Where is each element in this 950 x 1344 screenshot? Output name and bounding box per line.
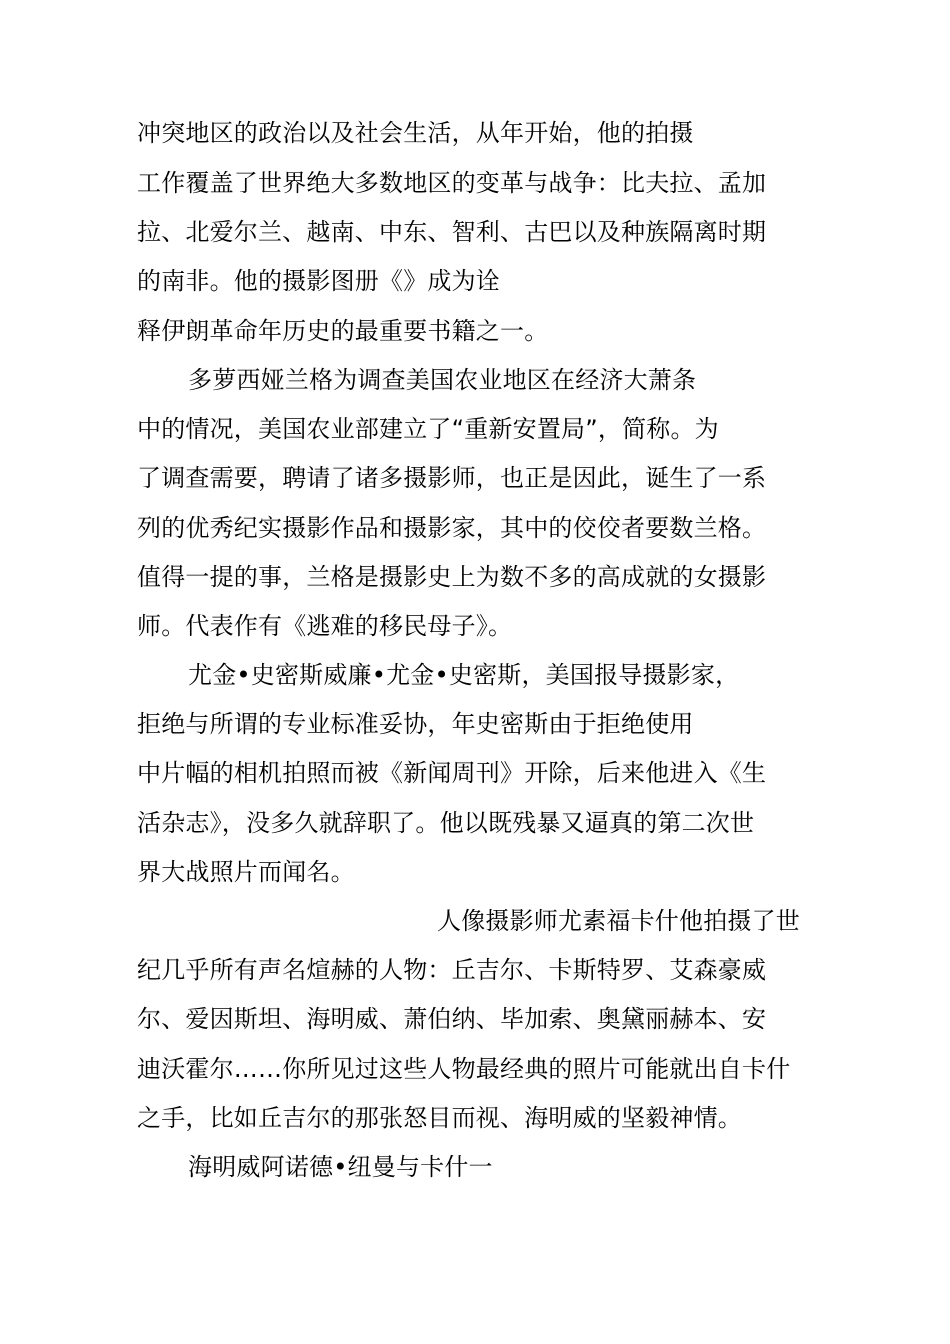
text-line: 中的情况，美国农业部建立了“重新安置局”，简称。为 — [137, 415, 719, 443]
text-line: 界大战照片而闻名。 — [137, 858, 355, 886]
text-line: 中片幅的相机拍照而被《新闻周刊》开除，后来他进入《生 — [137, 759, 767, 787]
text-line: 列的优秀纪实摄影作品和摄影家，其中的佼佼者要数兰格。 — [137, 514, 767, 542]
text-line: 师。代表作有《逃难的移民母子》。 — [137, 612, 513, 640]
paragraph-start-line: 多萝西娅兰格为调查美国农业地区在经济大萧条 — [188, 366, 697, 394]
text-line: 迪沃霍尔……你所见过这些人物最经典的照片可能就出自卡什 — [137, 1055, 791, 1083]
text-line: 拉、北爱尔兰、越南、中东、智利、古巴以及种族隔离时期 — [137, 218, 767, 246]
text-line: 冲突地区的政治以及社会生活，从年开始，他的拍摄 — [137, 119, 694, 147]
text-line: 的南非。他的摄影图册《》成为诠 — [137, 267, 500, 295]
text-line: 工作覆盖了世界绝大多数地区的变革与战争：比夫拉、孟加 — [137, 169, 767, 197]
text-line: 尔、爱因斯坦、海明威、萧伯纳、毕加索、奥黛丽赫本、安 — [137, 1005, 767, 1033]
text-line: 拒绝与所谓的专业标准妥协，年史密斯由于拒绝使用 — [137, 710, 694, 738]
text-line: 活杂志》，没多久就辞职了。他以既残暴又逼真的第二次世 — [137, 809, 755, 837]
text-line: 值得一提的事，兰格是摄影史上为数不多的高成就的女摄影 — [137, 563, 767, 591]
text-line: 纪几乎所有声名煊赫的人物：丘吉尔、卡斯特罗、艾森豪威 — [137, 956, 767, 984]
paragraph-start-line: 人像摄影师尤素福卡什他拍摄了世 — [437, 907, 800, 935]
paragraph-start-line: 海明威阿诺德•纽曼与卡什一 — [188, 1153, 493, 1181]
text-line: 之手，比如丘吉尔的那张怒目而视、海明威的坚毅神情。 — [137, 1104, 742, 1132]
text-line: 释伊朗革命年历史的最重要书籍之一。 — [137, 317, 549, 345]
paragraph-start-line: 尤金•史密斯威廉•尤金•史密斯，美国报导摄影家， — [188, 661, 740, 689]
text-line: 了调查需要，聘请了诸多摄影师，也正是因此，诞生了一系 — [137, 464, 767, 492]
